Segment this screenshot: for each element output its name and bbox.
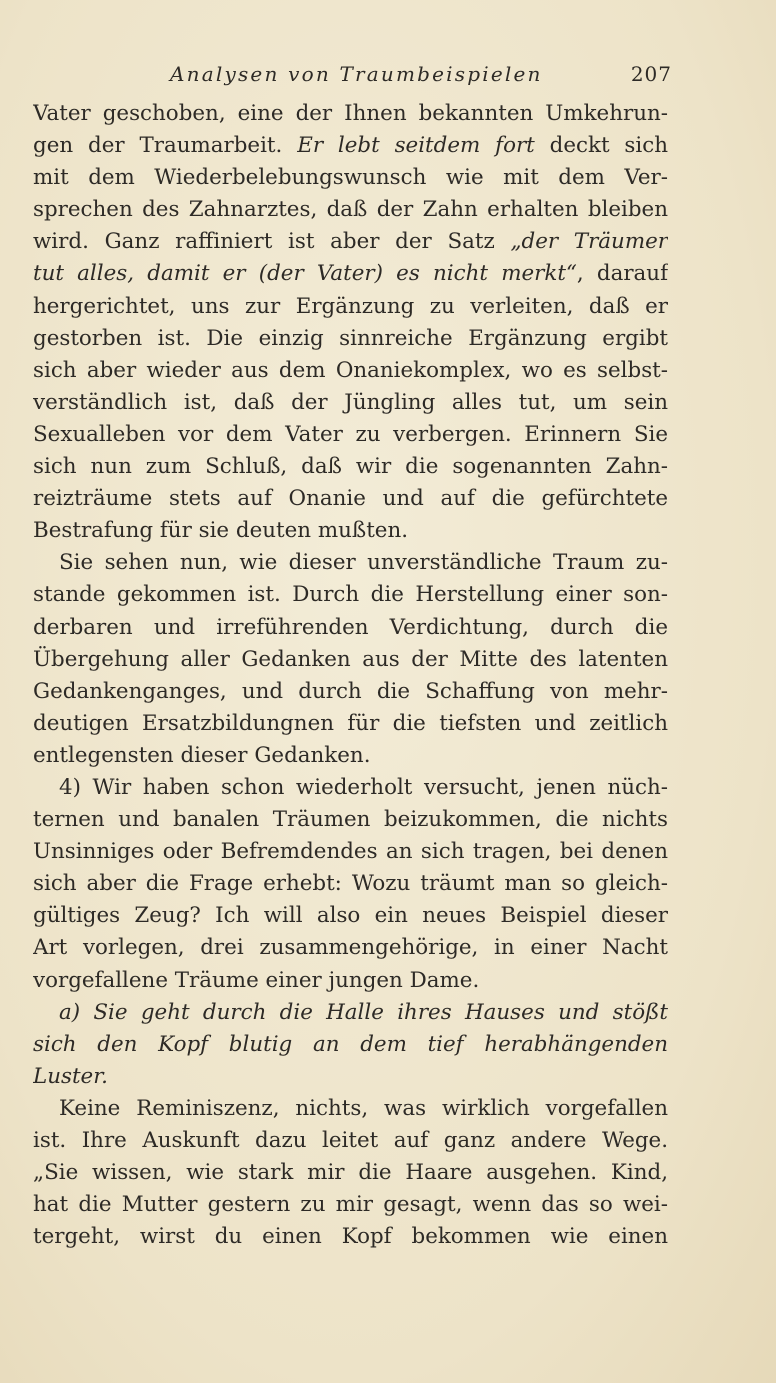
italic-text: Luster. (33, 1063, 108, 1089)
text-line (33, 1157, 668, 1189)
text-line (33, 323, 668, 355)
text-line (33, 1093, 668, 1125)
text-line (33, 965, 668, 997)
text-line (33, 483, 668, 515)
text-segment: gültiges Zeug? Ich will also ein neues Beispiel dieser (33, 903, 668, 929)
page-number: 207 (630, 62, 672, 86)
text-segment: Vater geschoben, eine der Ihnen bekannten Umkehrun- (33, 101, 668, 126)
text-line (33, 1029, 668, 1061)
text-line (33, 291, 668, 323)
text-segment: ternen und banalen Träumen beizukommen, die nichts (33, 807, 668, 833)
text-line (33, 612, 668, 644)
text-segment: ist. Ihre Auskunft dazu leitet auf ganz andere Wege. (33, 1128, 668, 1153)
text-segment: verständlich ist, daß der Jüngling alles tut, um sein (33, 389, 668, 415)
text-segment: Art vorlegen, drei zusammengehörige, in einer Nacht (33, 935, 668, 961)
text-segment: entlegensten dieser Gedanken. (33, 742, 371, 768)
text-segment: wird. Ganz raffiniert ist aber der Satz (33, 229, 511, 255)
text-segment: stande gekommen ist. Durch die Herstellung einer son- (33, 582, 668, 608)
text-line (33, 708, 668, 740)
text-line (33, 194, 668, 226)
text-line (33, 98, 668, 130)
italic-text: Er lebt seitdem fort (297, 133, 535, 159)
text-segment: gen der Traumarbeit. (33, 133, 298, 159)
text-line (33, 644, 668, 676)
text-segment: sich nun zum Schluß, daß wir die sogenannten Zahn- (33, 454, 668, 480)
text-segment: 4) Wir haben schon wiederholt versucht, jenen nüch- (59, 774, 668, 800)
italic-text: tut alles, damit er (der Vater) es nicht merkt“ (33, 261, 577, 287)
text-line (33, 932, 668, 964)
text-segment: Übergehung aller Gedanken aus der Mitte des latenten (33, 646, 668, 672)
text-line (33, 419, 668, 451)
text-segment: „Sie wissen, wie stark mir die Haare ausgehen. Kind, (33, 1160, 668, 1186)
text-segment: Bestrafung für sie deuten mußten. (33, 518, 409, 544)
text-segment: reizträume stets auf Onanie und auf die gefürchtete (33, 486, 668, 512)
text-line (33, 515, 668, 547)
text-line (33, 451, 668, 483)
text-line (33, 1061, 668, 1093)
text-segment: sprechen des Zahnarztes, daß der Zahn erhalten bleiben (33, 197, 668, 223)
text-line (33, 130, 668, 162)
text-segment: deckt sich (534, 133, 668, 159)
text-line (33, 868, 668, 900)
text-segment: , darauf (576, 261, 668, 287)
text-segment: hat die Mutter gestern zu mir gesagt, wenn das so wei- (33, 1192, 668, 1218)
text-line (33, 226, 668, 258)
text-line (33, 162, 668, 194)
text-line (33, 772, 668, 804)
italic-text: sich den Kopf blutig an dem tief herabhängenden (33, 1031, 668, 1057)
text-line (33, 900, 668, 932)
text-line (33, 997, 668, 1029)
italic-text: „der Träumer (510, 229, 668, 255)
text-segment: mit dem Wiederbelebungswunsch wie mit dem Ver- (33, 165, 668, 191)
text-segment: tergeht, wirst du einen Kopf bekommen wie einen (33, 1224, 668, 1250)
text-segment: sich aber die Frage erhebt: Wozu träumt man so gleich- (33, 871, 668, 897)
text-segment: Gedankenganges, und durch die Schaffung von mehr- (33, 678, 668, 704)
text-line (33, 804, 668, 836)
text-line (33, 547, 668, 579)
text-segment: Unsinniges oder Befremdendes an sich tragen, bei denen (33, 839, 668, 865)
text-segment: Keine Reminiszenz, nichts, was wirklich vorgefallen (59, 1095, 668, 1121)
page-header (32, 56, 672, 92)
text-line (33, 258, 668, 290)
text-line (33, 579, 668, 611)
text-segment: vorgefallene Träume einer jungen Dame. (33, 967, 480, 993)
text-segment: Sexualleben vor dem Vater zu verbergen. Erinnern Sie (33, 421, 668, 447)
text-line (33, 387, 668, 419)
running-title: Analysen von Traumbeispielen (170, 62, 543, 86)
text-segment: Sie sehen nun, wie dieser unverständliche Traum zu- (59, 550, 668, 576)
text-line (33, 676, 668, 708)
text-segment: gestorben ist. Die einzig sinnreiche Ergänzung ergibt (33, 325, 668, 351)
text-line (33, 1221, 668, 1253)
text-line (33, 1125, 668, 1157)
text-line (33, 1189, 668, 1221)
text-segment: derbaren und irreführenden Verdichtung, durch die (33, 614, 668, 640)
text-line (33, 836, 668, 868)
text-line (33, 740, 668, 772)
italic-text: a) Sie geht durch die Halle ihres Hauses und stößt (59, 999, 668, 1025)
text-segment: hergerichtet, uns zur Ergänzung zu verleiten, daß er (33, 293, 668, 319)
body-text (33, 98, 668, 1253)
text-line (33, 355, 668, 387)
text-segment: sich aber wieder aus dem Onaniekomplex, wo es selbst- (33, 357, 668, 383)
text-segment: deutigen Ersatzbildungnen für die tiefsten und zeitlich (33, 710, 668, 736)
